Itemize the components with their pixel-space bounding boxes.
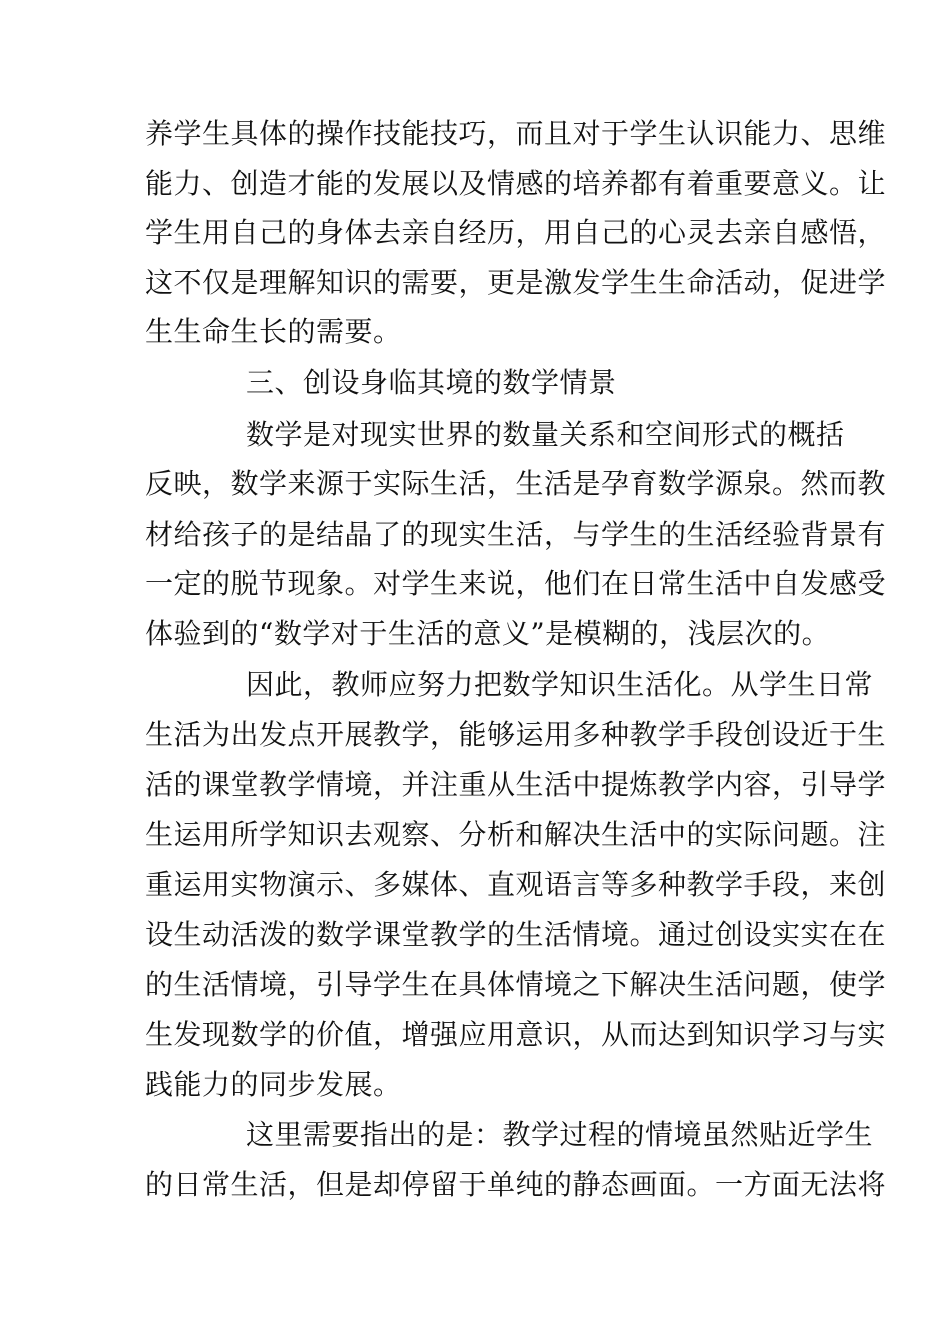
text-line: 这里需要指出的是：教学过程的情境虽然贴近学生: [246, 1118, 874, 1151]
text-line: 养学生具体的操作技能技巧，而且对于学生认识能力、思维: [145, 117, 887, 150]
text-line: 生活为出发点开展教学，能够运用多种教学手段创设近于生: [145, 718, 887, 751]
section-heading: 三、创设身临其境的数学情景: [246, 366, 617, 399]
text-line: 材给孩子的是结晶了的现实生活，与学生的生活经验背景有: [145, 518, 887, 551]
text-line: 体验到的“数学对于生活的意义”是模糊的，浅层次的。: [145, 617, 831, 650]
text-line: 数学是对现实世界的数量关系和空间形式的概括: [246, 418, 845, 451]
text-line: 重运用实物演示、多媒体、直观语言等多种教学手段，来创: [145, 868, 887, 901]
text-line: 反映，数学来源于实际生活，生活是孕育数学源泉。然而教: [145, 467, 887, 500]
text-line: 活的课堂教学情境，并注重从生活中提炼教学内容，引导学: [145, 768, 887, 801]
text-line: 的生活情境，引导学生在具体情境之下解决生活问题，使学: [145, 968, 887, 1001]
text-line: 生生命生长的需要。: [145, 315, 402, 348]
text-line: 因此，教师应努力把数学知识生活化。从学生日常: [246, 668, 874, 701]
text-line: 一定的脱节现象。对学生来说，他们在日常生活中自发感受: [145, 567, 887, 600]
text-line: 这不仅是理解知识的需要，更是激发学生生命活动，促进学: [145, 266, 887, 299]
text-line: 学生用自己的身体去亲自经历，用自己的心灵去亲自感悟，: [145, 216, 887, 249]
text-line: 生运用所学知识去观察、分析和解决生活中的实际问题。注: [145, 818, 887, 851]
text-line: 践能力的同步发展。: [145, 1068, 402, 1101]
text-line: 生发现数学的价值，增强应用意识，从而达到知识学习与实: [145, 1018, 887, 1051]
text-line: 设生动活泼的数学课堂教学的生活情境。通过创设实实在在: [145, 918, 887, 951]
text-line: 的日常生活，但是却停留于单纯的静态画面。一方面无法将: [145, 1168, 887, 1201]
text-line: 能力、创造才能的发展以及情感的培养都有着重要意义。让: [145, 167, 887, 200]
